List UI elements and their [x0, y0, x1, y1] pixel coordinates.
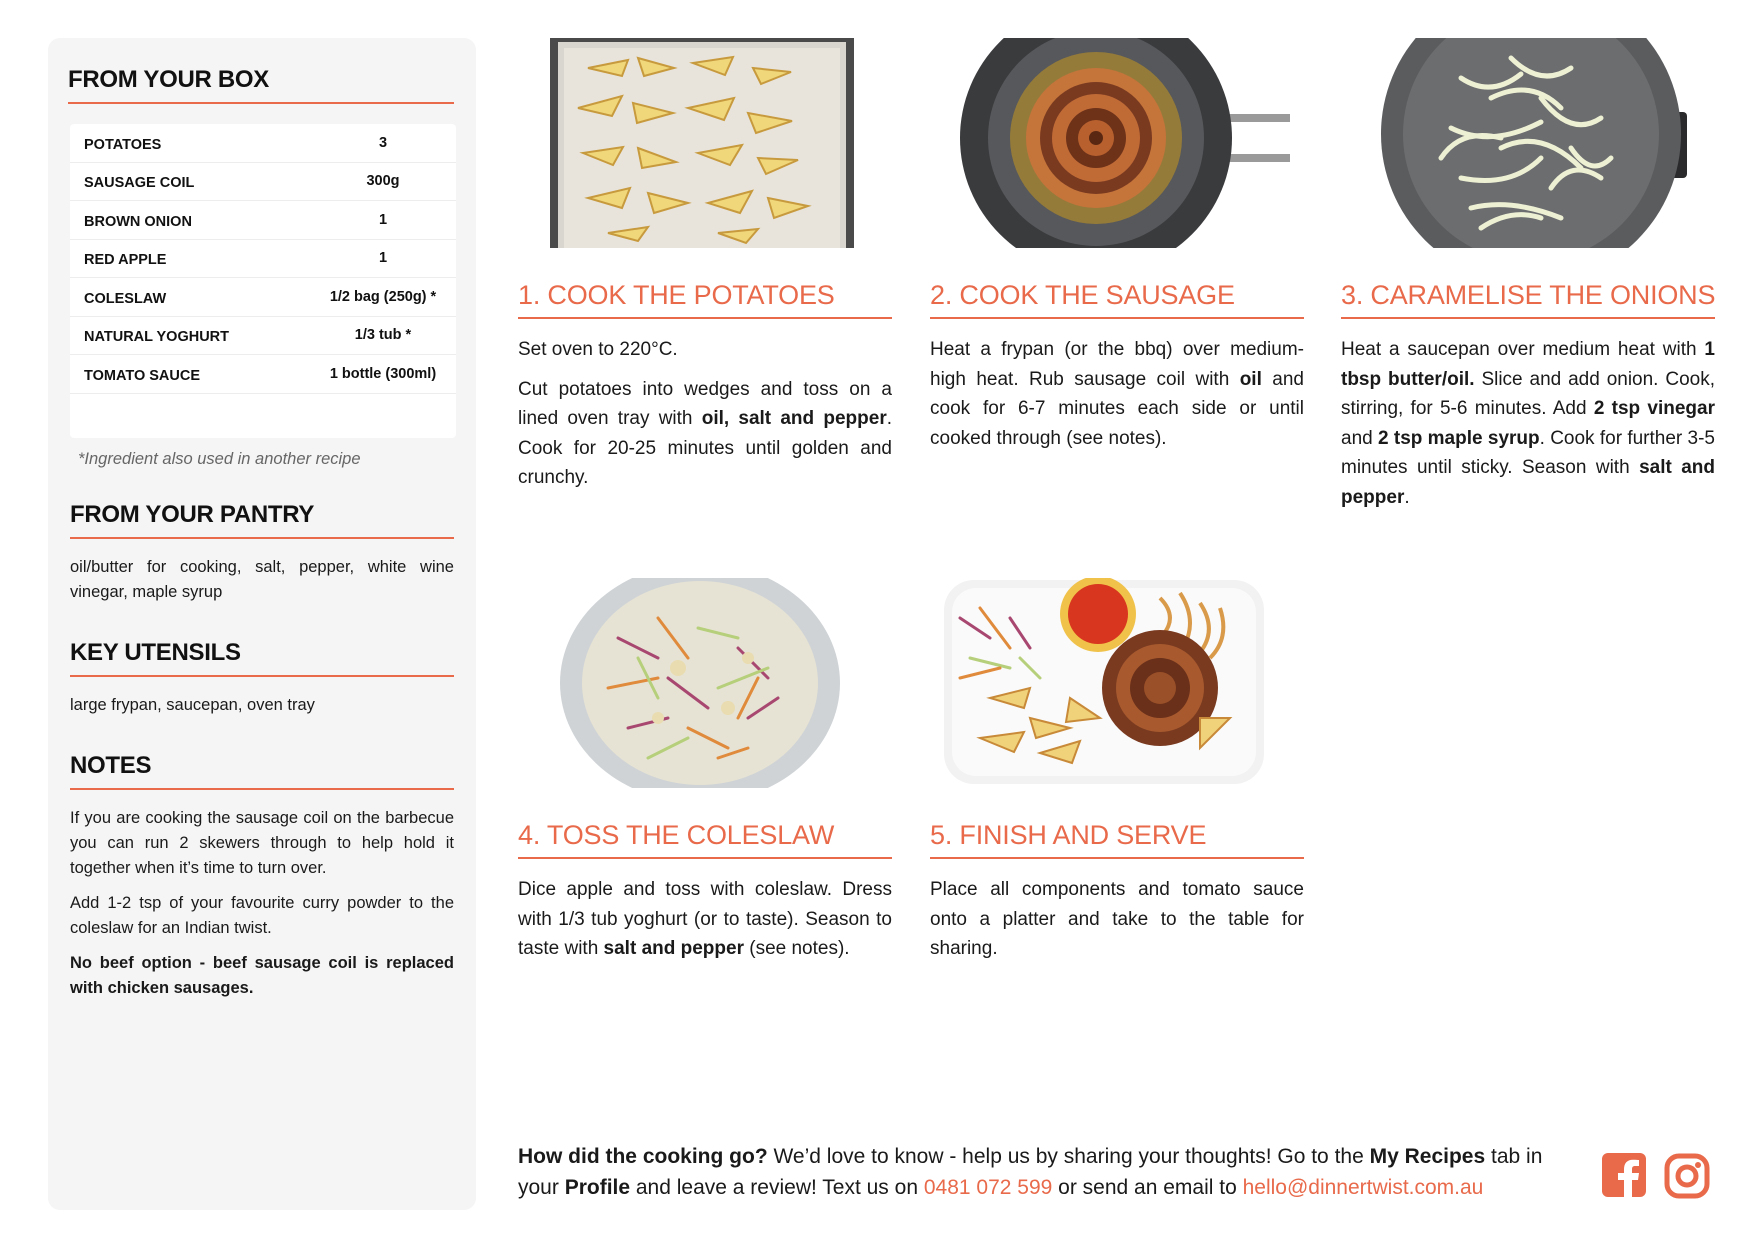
step-1-title: 1. COOK THE POTATOES: [518, 280, 892, 319]
sausage-coil-illustration: [930, 38, 1304, 248]
bold-text: salt and pepper: [1341, 457, 1715, 508]
profile-ref: Profile: [564, 1176, 631, 1199]
bold-text: 1 tbsp butter/oil.: [1341, 339, 1715, 390]
notes-section: [70, 752, 454, 1001]
text: Cut potatoes into wedges and toss on a lined oven tray with: [518, 378, 892, 429]
coleslaw-illustration: [518, 578, 892, 788]
step-5: [930, 578, 1304, 964]
step-4: [518, 578, 892, 964]
step-1-paragraph: Set oven to 220°C.: [518, 339, 678, 360]
pantry-heading: FROM YOUR PANTRY: [70, 501, 454, 539]
table-row: [70, 163, 456, 202]
table-row: [70, 240, 456, 279]
text: . Cook for further 3-5 minutes until sticky. Season with: [1341, 427, 1715, 478]
ingredient-qty: 300g: [366, 173, 400, 190]
ingredient-name: POTATOES: [84, 136, 162, 153]
text: We’d love to know - help us by sharing your thoughts! Go to the: [767, 1145, 1370, 1168]
coleslaw-bowl-image: [518, 578, 892, 788]
ingredient-name: NATURAL YOGHURT: [84, 329, 229, 346]
text: Slice and add onion. Cook, stirring, for 5-6 minutes. Add: [1341, 368, 1715, 419]
table-row: [70, 355, 456, 394]
table-row: [70, 201, 456, 240]
utensils-section: [70, 639, 454, 718]
ingredient-qty: 1: [378, 250, 388, 267]
ingredient-name: RED APPLE: [84, 252, 167, 269]
step-5-body: [930, 875, 1304, 964]
sausage-pan-image: [930, 38, 1304, 248]
phone-number[interactable]: 0481 072 599: [923, 1176, 1053, 1199]
bold-text: oil: [1239, 368, 1262, 390]
pantry-text: oil/butter for cooking, salt, pepper, white wine vinegar, maple syrup: [70, 557, 454, 601]
text: tab in your: [518, 1145, 1543, 1199]
step-1-paragraph: [518, 375, 892, 493]
bold-text: oil, salt and pepper: [701, 408, 887, 429]
ingredient-qty: 1: [378, 211, 388, 228]
ingredient-name: BROWN ONION: [84, 213, 192, 230]
bold-text: 2 tsp maple syrup: [1378, 427, 1540, 449]
serving-platter-image: [930, 578, 1304, 788]
text: or send an email to: [1052, 1176, 1243, 1199]
facebook-icon: [1602, 1153, 1646, 1197]
text: . Cook for 20-25 minutes until golden and crunchy.: [518, 408, 892, 488]
ingredient-name: SAUSAGE COIL: [84, 175, 195, 192]
text: (see notes).: [743, 938, 850, 959]
note-paragraph-bold: No beef option - beef sausage coil is replaced with chicken sausages.: [70, 953, 454, 997]
step-2: [930, 38, 1304, 453]
table-row: [70, 317, 456, 356]
ingredients-panel: [48, 38, 476, 1210]
potatoes-tray-image: [518, 38, 892, 248]
table-row: [70, 278, 456, 317]
step-3-body: [1341, 335, 1715, 512]
note-paragraph: If you are cooking the sausage coil on the barbecue you can run 2 skewers through to help hold it together when it’s time to turn over.: [70, 808, 454, 877]
step-5-paragraph: Place all components and tomato sauce onto a platter and take to the table for sharing.: [930, 879, 1304, 959]
step-2-title: 2. COOK THE SAUSAGE: [930, 280, 1304, 319]
table-spacer: [70, 394, 456, 430]
ingredients-table: [70, 124, 456, 438]
email-link[interactable]: hello@dinnertwist.com.au: [1242, 1176, 1484, 1199]
step-4-body: [518, 875, 892, 964]
step-1-body: [518, 335, 892, 493]
notes-heading: NOTES: [70, 752, 454, 790]
text: Heat a frypan (or the bbq) over medium-high heat. Rub sausage coil with: [930, 339, 1304, 390]
ingredient-name: COLESLAW: [84, 290, 167, 307]
step-3-paragraph: [1341, 335, 1715, 512]
ingredient-name: TOMATO SAUCE: [84, 367, 201, 384]
ingredient-qty: 1 bottle (300ml): [329, 365, 437, 382]
platter-illustration: [930, 578, 1304, 788]
step-3: [1341, 38, 1715, 512]
step-3-title: 3. CARAMELISE THE ONIONS: [1341, 280, 1715, 319]
bold-text: salt and pepper: [603, 938, 744, 959]
my-recipes-tab-ref: My Recipes: [1369, 1145, 1486, 1168]
text: and cook for 6-7 minutes each side or until cooked through (see notes).: [930, 368, 1304, 449]
text: and leave a review! Text us on: [630, 1176, 924, 1199]
ingredient-qty: 3: [378, 134, 388, 151]
utensils-heading: KEY UTENSILS: [70, 639, 454, 677]
step-4-title: 4. TOSS THE COLESLAW: [518, 820, 892, 859]
ingredient-footnote: *Ingredient also used in another recipe: [78, 449, 361, 468]
step-1: [518, 38, 892, 493]
from-your-box-heading: FROM YOUR BOX: [68, 66, 454, 104]
onions-illustration: [1341, 38, 1715, 248]
ingredient-qty: 1/2 bag (250g) *: [329, 288, 437, 305]
potato-wedges-illustration: [518, 38, 892, 248]
pantry-section: [70, 501, 454, 605]
note-paragraph: Add 1-2 tsp of your favourite curry powder to the coleslaw for an Indian twist.: [70, 893, 454, 937]
step-2-body: [930, 335, 1304, 453]
ingredient-qty: 1/3 tub *: [354, 327, 412, 344]
step-5-title: 5. FINISH AND SERVE: [930, 820, 1304, 859]
utensils-text: large frypan, saucepan, oven tray: [70, 695, 315, 714]
bold-text: 2 tsp vinegar: [1593, 398, 1715, 419]
step-4-paragraph: [518, 875, 892, 964]
text: Heat a saucepan over medium heat with: [1341, 339, 1705, 360]
instagram-link[interactable]: [1664, 1153, 1710, 1199]
instagram-icon: [1664, 1153, 1710, 1199]
feedback-footer: [518, 1141, 1578, 1203]
table-row: [70, 124, 456, 163]
facebook-link[interactable]: [1602, 1153, 1646, 1197]
text: .: [1404, 486, 1410, 508]
text: Dice apple and toss with coleslaw. Dress with 1/3 tub yoghurt (or to taste). Season to taste with: [518, 879, 892, 959]
step-2-paragraph: [930, 335, 1304, 453]
text: and: [1341, 427, 1378, 449]
onions-saucepan-image: [1341, 38, 1715, 248]
feedback-question: How did the cooking go?: [518, 1145, 768, 1168]
